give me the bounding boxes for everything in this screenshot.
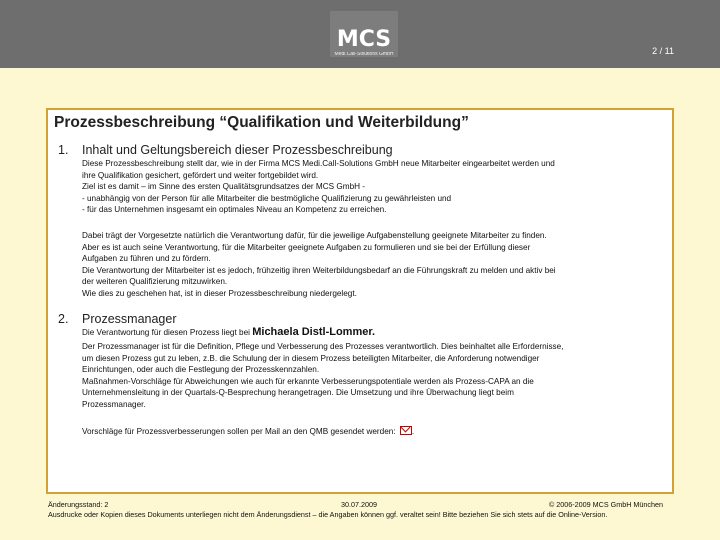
- mcs-logo: [330, 11, 398, 57]
- section-1-block-1: [82, 158, 672, 216]
- page-indicator: 2 / 11: [652, 46, 674, 56]
- manager-intro-text: Die Verantwortung für diesen Prozess liegt bei: [82, 328, 250, 337]
- mail-icon[interactable]: [400, 426, 415, 436]
- logo-text: MCS: [336, 27, 392, 52]
- text-line: Die Verantwortung der Mitarbeiter ist es jedoch, frühzeitig ihren Weiterbildungsbedarf an die Führungskraft zu melden und aktiv bei: [82, 265, 556, 275]
- footer-disclaimer: Ausdrucke oder Kopien dieses Dokuments unterliegen nicht dem Änderungsdienst – die Angaben können ggf. veraltet sein! Bitte beziehen Sie sich stets auf die Online-Version.: [48, 510, 608, 519]
- text-line: Prozessmanager.: [82, 399, 146, 409]
- suggestion-text: Vorschläge für Prozessverbesserungen sollen per Mail an den QMB gesendet werden:: [82, 427, 396, 436]
- text-line: um diesen Prozess gut zu leben, z.B. die Schulung der in diesem Prozess beteiligten Mitarbeiter, die Anforderung notwendiger: [82, 353, 540, 363]
- revision-label: Änderungsstand: 2: [48, 500, 109, 509]
- text-line: der weiteren Qualifizierung mitzuwirken.: [82, 277, 228, 287]
- text-line: - unabhängig von der Person für alle Mitarbeiter die bestmögliche Qualifizierung zu gewährleisten und: [82, 193, 452, 203]
- text-line: Einrichtungen, oder auch die Festlegung der Prozesskennzahlen.: [82, 365, 320, 375]
- text-line: Diese Prozessbeschreibung stellt dar, wie in der Firma MCS Medi.Call-Solutions GmbH neue Mitarbeiter eingearbeitet werden und: [82, 159, 555, 168]
- suggestion-end: .: [411, 427, 415, 436]
- logo-subtext: Medi.Call-Solutions GmbH: [334, 52, 394, 57]
- process-manager-name: Michaela Distl-Lommer.: [252, 326, 376, 338]
- page-title: Prozessbeschreibung “Qualifikation und Weiterbildung”: [54, 114, 469, 131]
- footer-meta: [48, 500, 680, 510]
- text-line: ihre Qualifikation gesichert, gefördert und weiter fortgebildet wird.: [82, 170, 319, 180]
- text-line: Dabei trägt der Vorgesetzte natürlich die Verantwortung dafür, für die jeweilige Aufgabenstellung geeignete Mitarbeiter zu finden.: [82, 231, 547, 240]
- text-line: Wie dies zu geschehen hat, ist in dieser Prozessbeschreibung niedergelegt.: [82, 288, 357, 298]
- text-line: Aufgaben zu führen und zu fördern.: [82, 254, 211, 264]
- section-2-title: Prozessmanager: [82, 312, 177, 326]
- section-1-number: 1.: [58, 143, 69, 157]
- section-2-number: 2.: [58, 312, 69, 326]
- suggestion-line: [82, 426, 672, 438]
- section-1-title: Inhalt und Geltungsbereich dieser Prozessbeschreibung: [82, 143, 393, 157]
- section-1-block-2: [82, 230, 672, 300]
- text-line: Unternehmensleitung in der Quartals-Q-Besprechung herangetragen. Die Umsetzung und ihre Überwachung liegt beim: [82, 388, 514, 398]
- section-2-block: [82, 341, 672, 411]
- text-line: Der Prozessmanager ist für die Definition, Pflege und Verbesserung des Prozesses verantwortlich. Dies beinhaltet alle Erfordernisse,: [82, 342, 564, 351]
- text-line: Aber es ist auch seine Verantwortung, für die Mitarbeiter geeignete Aufgaben zu formulieren und sie bei der Erfüllung dieser: [82, 242, 531, 252]
- copyright-text: © 2006-2009 MCS GmbH München: [549, 500, 663, 509]
- section-2-intro: [82, 327, 672, 339]
- text-line: Maßnahmen-Vorschläge für Abweichungen wie auch für erkannte Verbesserungspotentiale werden als Prozess-CAPA an die: [82, 376, 534, 386]
- header-bar: [0, 0, 720, 68]
- text-line: Ziel ist es damit – im Sinne des ersten Qualitätsgrundsatzes der MCS GmbH -: [82, 182, 366, 192]
- revision-date: 30.07.2009: [341, 500, 377, 509]
- footer-disclaimer-row: [48, 510, 680, 520]
- text-line: - für das Unternehmen insgesamt ein optimales Niveau an Kompetenz zu erreichen.: [82, 205, 387, 215]
